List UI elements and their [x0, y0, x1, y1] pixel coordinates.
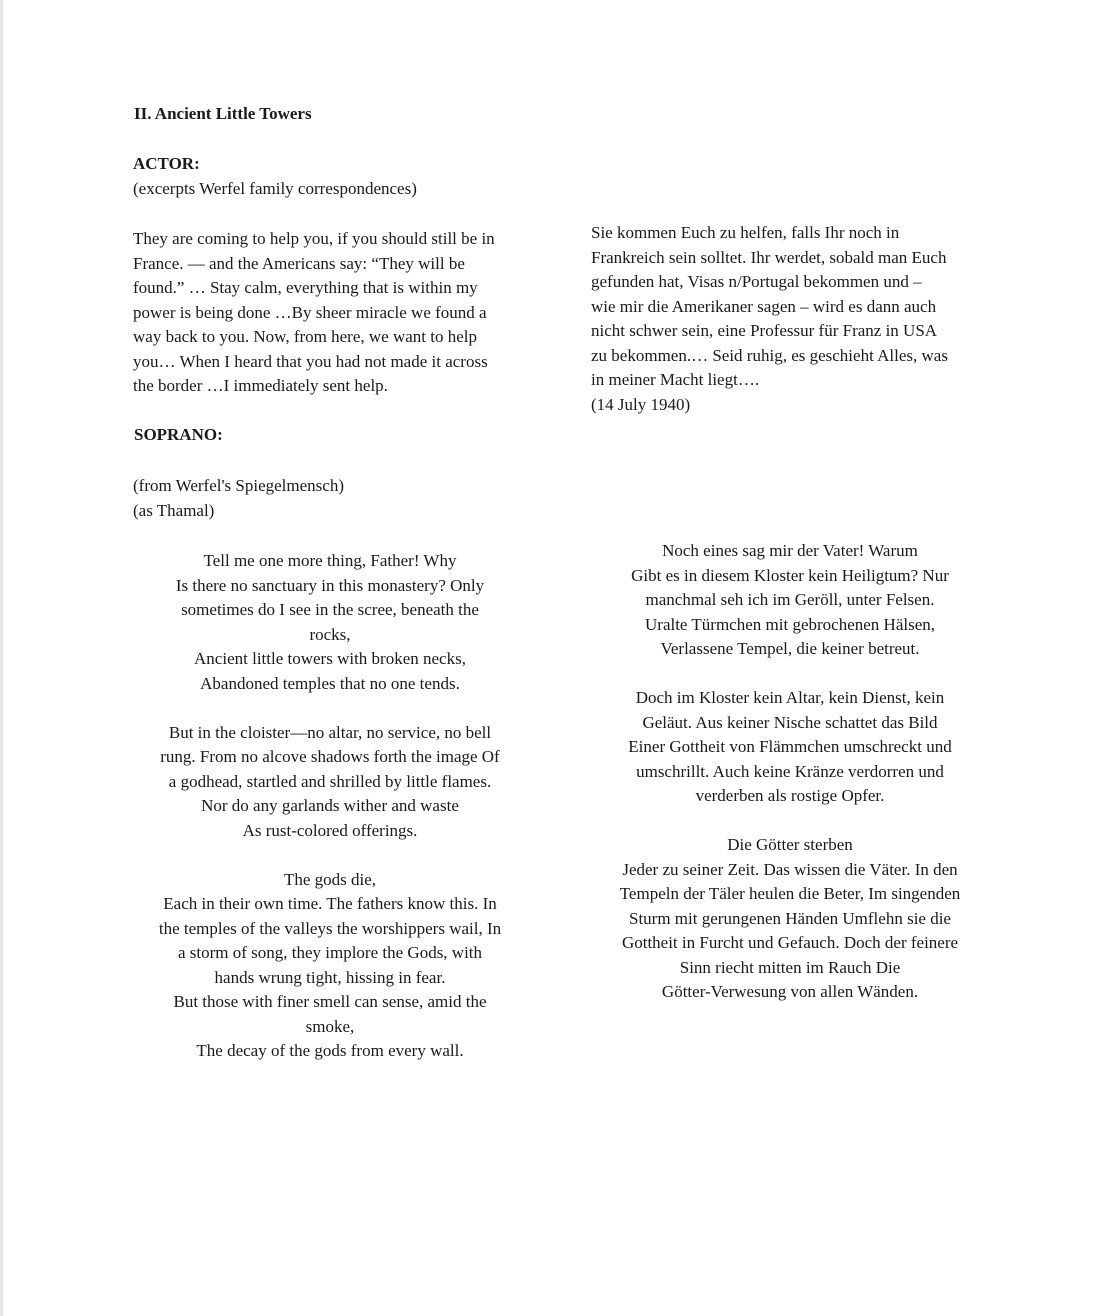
poem-line: rung. From no alcove shadows forth the image Of [160, 747, 500, 766]
soprano-english-poem [140, 549, 520, 1064]
poem-line: manchmal seh ich im Geröll, unter Felsen. [645, 590, 935, 609]
poem-line: Uralte Türmchen mit gebrochenen Hälsen, [645, 614, 935, 634]
text-line: Sie kommen Euch zu helfen, falls Ihr noch in [591, 223, 900, 242]
poem-line: a godhead, startled and shrilled by little flames. [168, 771, 492, 791]
poem-stanza [598, 539, 982, 662]
poem-line: Götter-Verwesung von allen Wänden. [661, 982, 919, 1001]
poem-line: Verlassene Tempel, die keiner betreut. [660, 639, 920, 658]
poem-line: Ancient little towers with broken necks, [194, 649, 466, 668]
poem-line: Einer Gottheit von Flämmchen umschreckt und [628, 737, 952, 756]
poem-line: Geläut. Aus keiner Nische schattet das Bild [642, 712, 938, 732]
text-line: nicht schwer sein, eine Professur für Franz in USA [591, 321, 938, 340]
poem-stanza [140, 721, 520, 844]
actor-german-text [591, 221, 991, 417]
soprano-german-poem [598, 539, 982, 1005]
section-title: II. Ancient Little Towers [134, 104, 312, 123]
poem-line: Sturm mit gerungenen Händen Umflehn sie die [629, 908, 951, 928]
poem-line: smoke, [305, 1016, 355, 1036]
poem-line: Die Götter sterben [727, 835, 853, 854]
poem-line: The gods die, [283, 869, 377, 889]
text-line: zu bekommen.… Seid ruhig, es geschieht Alles, was [591, 345, 948, 365]
page-left-edge [0, 0, 3, 1316]
poem-line: a storm of song, they implore the Gods, with [177, 943, 483, 962]
poem-line: Tell me one more thing, Father! Why [203, 551, 457, 570]
poem-line: Sinn riecht mitten im Rauch Die [679, 957, 901, 977]
poem-line: Nor do any garlands wither and waste [201, 796, 459, 815]
text-line: Frankreich sein solltet. Ihr werdet, sobald man Euch [591, 247, 947, 267]
poem-line: Jeder zu seiner Zeit. Das wissen die Väter. In den [622, 859, 958, 879]
text-line: the border …I immediately sent help. [133, 376, 388, 395]
poem-line: Each in their own time. The fathers know this. In [163, 894, 497, 913]
soprano-role: (as Thamal) [133, 501, 215, 520]
poem-line: hands wrung tight, hissing in fear. [214, 967, 446, 987]
poem-line: Doch im Kloster kein Altar, kein Dienst, kein [635, 688, 945, 707]
poem-line: Gottheit in Furcht und Gefauch. Doch der feinere [621, 933, 959, 952]
text-line: France. — and the Americans say: “They will be [133, 253, 465, 273]
poem-line: As rust-colored offerings. [242, 820, 418, 840]
text-line: power is being done …By sheer miracle we found a [133, 302, 487, 322]
poem-line: Abandoned temples that no one tends. [200, 673, 460, 693]
poem-line: rocks, [309, 624, 351, 644]
poem-line: umschrillt. Auch keine Kränze verdorren und [636, 761, 944, 781]
text-line: found.” … Stay calm, everything that is within my [133, 278, 478, 297]
actor-source: (excerpts Werfel family correspondences) [133, 179, 417, 198]
poem-stanza [140, 549, 520, 696]
poem-stanza [140, 868, 520, 1064]
text-line: wie mir die Amerikaner sagen – wird es dann auch [591, 296, 937, 316]
poem-line: Noch eines sag mir der Vater! Warum [662, 541, 918, 560]
text-line: way back to you. Now, from here, we want to help [133, 327, 477, 346]
actor-english-text [133, 227, 533, 399]
actor-label: ACTOR: [133, 154, 200, 173]
poem-line: the temples of the valleys the worshippers wail, In [158, 918, 502, 938]
text-line: They are coming to help you, if you should still be in [133, 229, 495, 248]
poem-line: The decay of the gods from every wall. [196, 1041, 464, 1060]
poem-line: sometimes do I see in the scree, beneath the [181, 600, 479, 619]
poem-line: Is there no sanctuary in this monastery? Only [175, 575, 485, 595]
poem-line: But those with finer smell can sense, amid the [173, 992, 487, 1011]
text-line: you… When I heard that you had not made it across [133, 351, 488, 371]
letter-date: (14 July 1940) [591, 394, 691, 414]
soprano-label: SOPRANO: [134, 425, 223, 444]
poem-line: Tempeln der Täler heulen die Beter, Im singenden [619, 884, 961, 903]
poem-stanza [598, 686, 982, 809]
poem-line: Gibt es in diesem Kloster kein Heiligtum? Nur [631, 565, 949, 585]
text-line: gefunden hat, Visas n/Portugal bekommen und – [591, 272, 922, 291]
soprano-source: (from Werfel's Spiegelmensch) [133, 476, 344, 495]
text-line: in meiner Macht liegt…. [591, 370, 760, 389]
poem-stanza [598, 833, 982, 1005]
poem-line: But in the cloister—no altar, no service, no bell [168, 722, 492, 742]
poem-line: verderben als rostige Opfer. [695, 786, 885, 805]
